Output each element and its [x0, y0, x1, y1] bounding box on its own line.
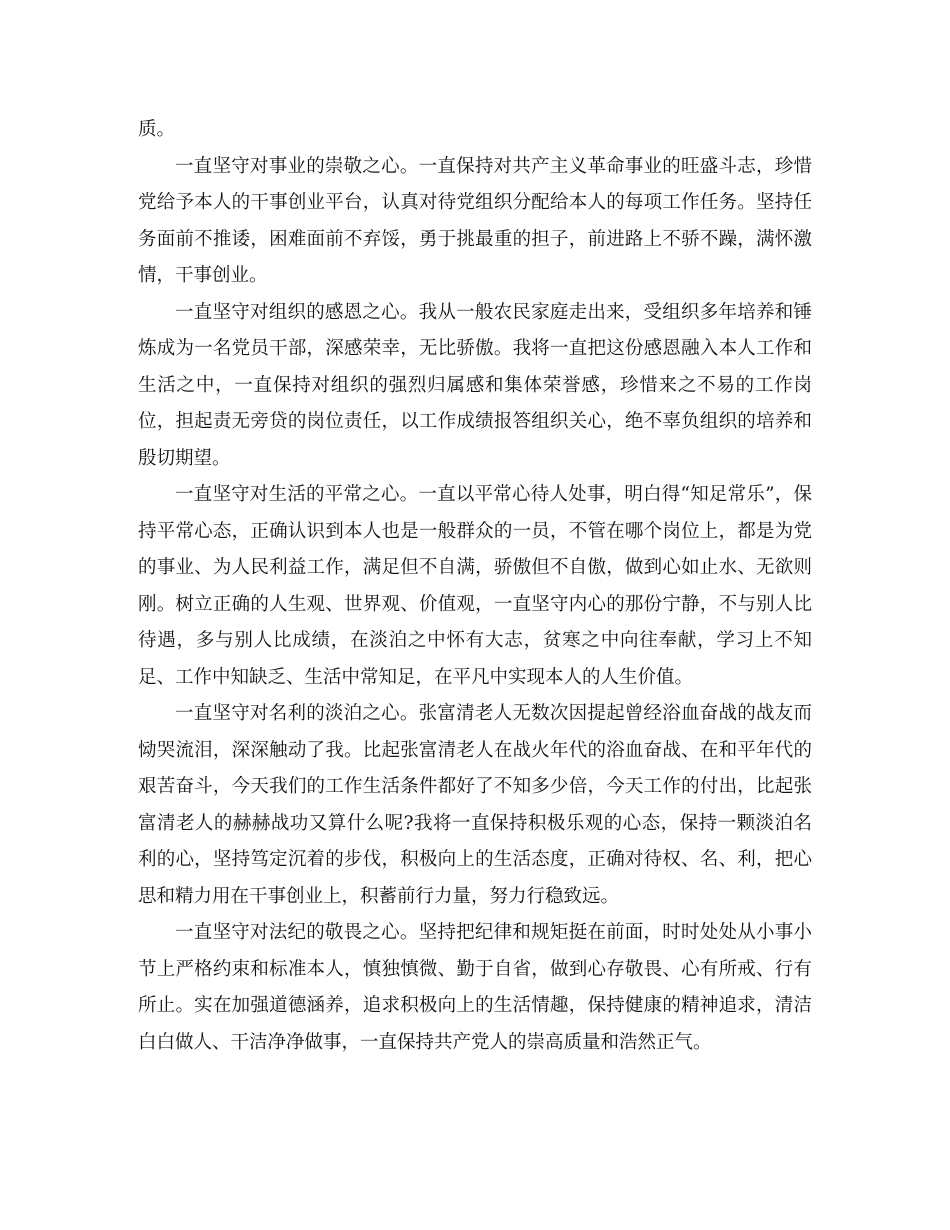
document-body — [138, 112, 812, 1061]
paragraph-indifference-to-fame: 一直坚守对名利的淡泊之心。张富清老人无数次因提起曾经浴血奋战的战友而恸哭流泪，深深触动了我。比起张富清老人在战火年代的浴血奋战、在和平年代的艰苦奋斗，今天我们的工作生活条件都好了不知多少倍，今天工作的付出，比起张富清老人的赫赫战功又算什么呢?我将一直保持积极乐观的心态，保持一颗淡泊名利的心，坚持笃定沉着的步伐，积极向上的生活态度，正确对待权、名、利，把心思和精力用在干事创业上，积蓄前行力量，努力行稳致远。 — [138, 703, 812, 907]
paragraph-awe-of-discipline: 一直坚守对法纪的敬畏之心。坚持把纪律和规矩挺在前面，时时处处从小事小节上严格约束和标准本人，慎独慎微、勤于自省，做到心存敬畏、心有所戒、行有所止。实在加强道德涵养，追求积极向上的生活情趣，保持健康的精神追求，清洁白白做人、干洁净净做事，一直保持共产党人的崇高质量和浩然正气。 — [138, 922, 812, 1053]
paragraph-reverence-for-career: 一直坚守对事业的崇敬之心。一直保持对共产主义革命事业的旺盛斗志，珍惜党给予本人的干事创业平台，认真对待党组织分配给本人的每项工作任务。坚持任务面前不推诿，困难面前不弃馁，勇于挑最重的担子，前进路上不骄不躁，满怀激情，干事创业。 — [138, 155, 812, 286]
paragraph-ordinary-heart: 一直坚守对生活的平常之心。一直以平常心待人处事，明白得“知足常乐”，保持平常心态，正确认识到本人也是一般群众的一员，不管在哪个岗位上，都是为党的事业、为人民利益工作，满足但不自满，骄傲但不自傲，做到心如止水、无欲则刚。树立正确的人生观、世界观、价值观，一直坚守内心的那份宁静，不与别人比待遇，多与别人比成绩，在淡泊之中怀有大志，贫寒之中向往奉献，学习上不知足、工作中知缺乏、生活中常知足，在平凡中实现本人的人生价值。 — [138, 484, 812, 688]
paragraph-gratitude-to-organization: 一直坚守对组织的感恩之心。我从一般农民家庭走出来，受组织多年培养和锤炼成为一名党员干部，深感荣幸，无比骄傲。我将一直把这份感恩融入本人工作和生活之中，一直保持对组织的强烈归属感和集体荣誉感，珍惜来之不易的工作岗位，担起责无旁贷的岗位责任，以工作成绩报答组织关心，绝不辜负组织的培养和殷切期望。 — [138, 301, 812, 469]
continued-fragment: 质。 — [138, 119, 176, 140]
